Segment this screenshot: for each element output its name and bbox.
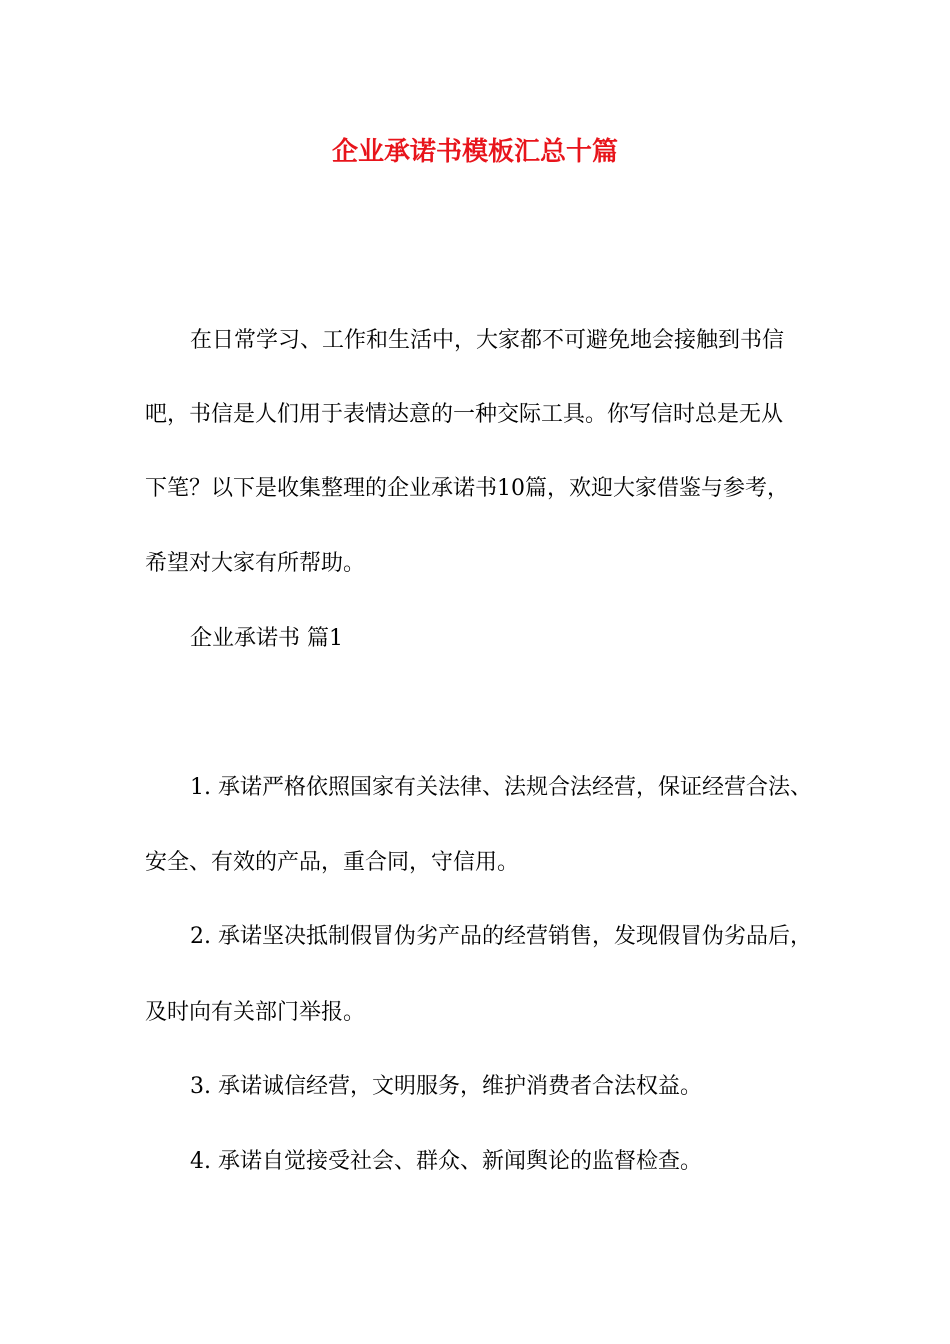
intro-line-4: 希望对大家有所帮助。	[145, 551, 366, 576]
document-title: 企业承诺书模板汇总十篇	[331, 137, 618, 167]
intro-line-3: 下笔？以下是收集整理的企业承诺书10篇，欢迎大家借鉴与参考，	[145, 476, 789, 501]
item-line-2: 安全、有效的产品，重合同，守信用。	[145, 850, 520, 875]
item-line-5: 3. 承诺诚信经营，文明服务，维护消费者合法权益。	[190, 1074, 702, 1099]
item-line-3: 2. 承诺坚决抵制假冒伪劣产品的经营销售，发现假冒伪劣品后，	[190, 924, 812, 949]
item-line-1: 1. 承诺严格依照国家有关法律、法规合法经营，保证经营合法、	[190, 775, 812, 800]
item-line-6: 4. 承诺自觉接受社会、群众、新闻舆论的监督检查。	[190, 1149, 702, 1174]
item-line-4: 及时向有关部门举报。	[145, 1000, 366, 1025]
intro-line-2: 吧，书信是人们用于表情达意的一种交际工具。你写信时总是无从	[145, 402, 784, 427]
intro-line-1: 在日常学习、工作和生活中，大家都不可避免地会接触到书信	[190, 328, 785, 353]
section-heading: 企业承诺书 篇1	[190, 626, 343, 651]
